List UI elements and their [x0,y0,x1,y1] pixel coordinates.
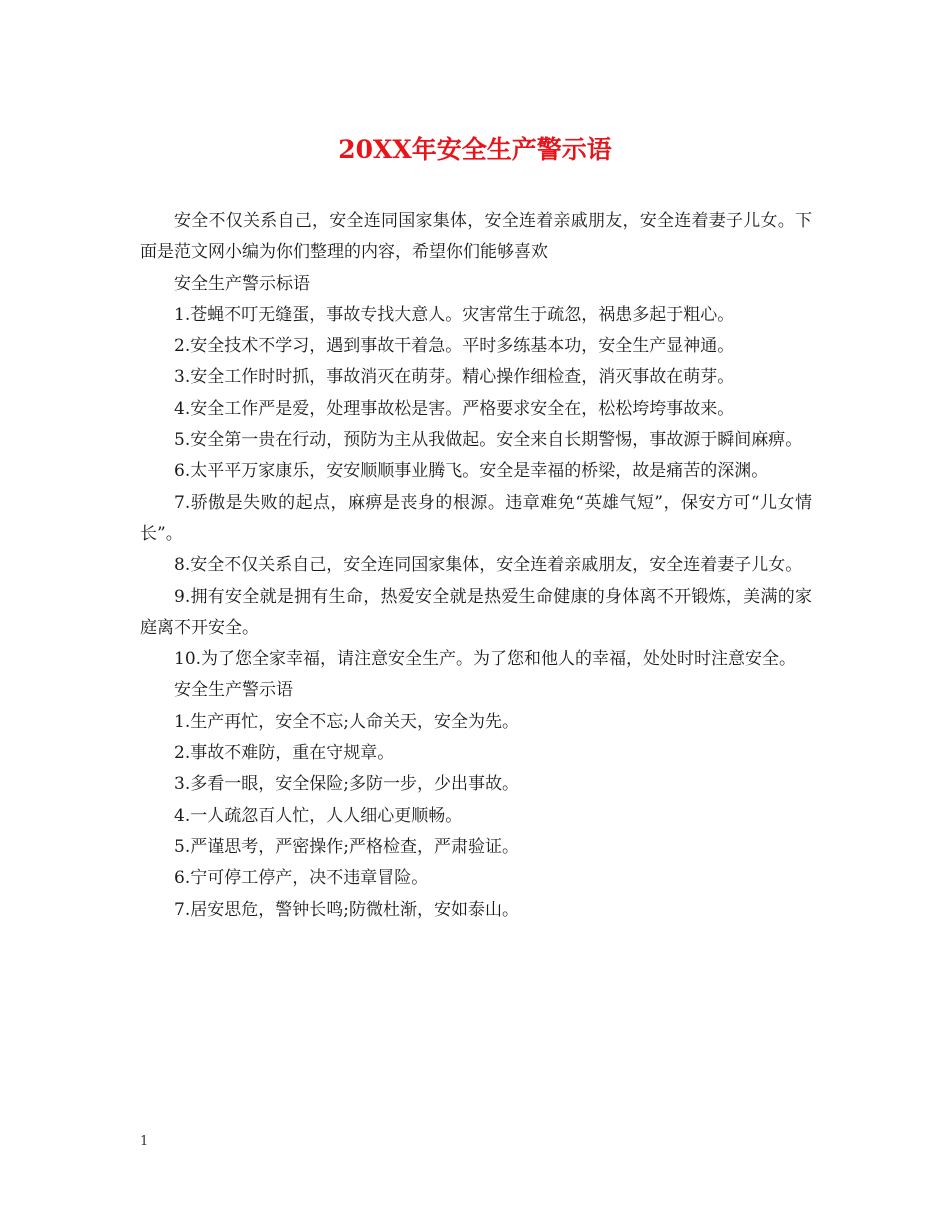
warning-item-4: 4.一人疏忽百人忙，人人细心更顺畅。 [174,805,463,826]
document-body [140,206,812,926]
slogan-item-8: 8.安全不仅关系自己，安全连同国家集体，安全连着亲戚朋友，安全连着妻子儿女。 [174,555,803,576]
slogan-item-7: 7.骄傲是失败的起点，麻痹是丧身的根源。违章难免“英雄气短”，保安方可“儿女情长”。 [140,492,812,544]
document-title: 20XX年安全生产警示语 [338,135,612,164]
warning-item-3: 3.多看一眼，安全保险;多防一步，少出事故。 [174,774,519,795]
warning-item-2: 2.事故不难防，重在守规章。 [174,743,395,764]
warning-item-5: 5.严谨思考，严密操作;严格检查，严肃验证。 [174,836,519,857]
slogan-item-4: 4.安全工作严是爱，处理事故松是害。严格要求安全在，松松垮垮事故来。 [174,398,735,419]
slogan-item-9: 9.拥有安全就是拥有生命，热爱安全就是热爱生命健康的身体离不开锻炼，美满的家庭离不开安全。 [140,586,812,638]
page-number: 1 [140,1134,149,1149]
slogan-item-1: 1.苍蝇不叮无缝蛋，事故专找大意人。灾害常生于疏忽，祸患多起于粗心。 [174,304,735,325]
slogan-item-3: 3.安全工作时时抓，事故消灭在萌芽。精心操作细检查，消灭事故在萌芽。 [174,367,735,388]
slogan-item-2: 2.安全技术不学习，遇到事故干着急。平时多练基本功，安全生产显神通。 [174,336,735,357]
slogan-item-5: 5.安全第一贵在行动，预防为主从我做起。安全来自长期警惕，事故源于瞬间麻痹。 [174,430,803,451]
section-heading-warnings: 安全生产警示语 [174,680,293,701]
slogan-item-10: 10.为了您全家幸福，请注意安全生产。为了您和他人的幸福，处处时时注意安全。 [174,649,797,670]
intro-paragraph: 安全不仅关系自己，安全连同国家集体，安全连着亲戚朋友，安全连着妻子儿女。下面是范文网小编为你们整理的内容，希望你们能够喜欢 [140,211,812,263]
section-heading-slogans: 安全生产警示标语 [174,273,310,294]
slogan-item-6: 6.太平平万家康乐，安安顺顺事业腾飞。安全是幸福的桥梁，故是痛苦的深渊。 [174,461,769,482]
warning-item-1: 1.生产再忙，安全不忘;人命关天，安全为先。 [174,711,519,732]
warning-item-6: 6.宁可停工停产，决不违章冒险。 [174,868,429,889]
warning-item-7: 7.居安思危，警钟长鸣;防微杜渐，安如泰山。 [174,899,519,920]
